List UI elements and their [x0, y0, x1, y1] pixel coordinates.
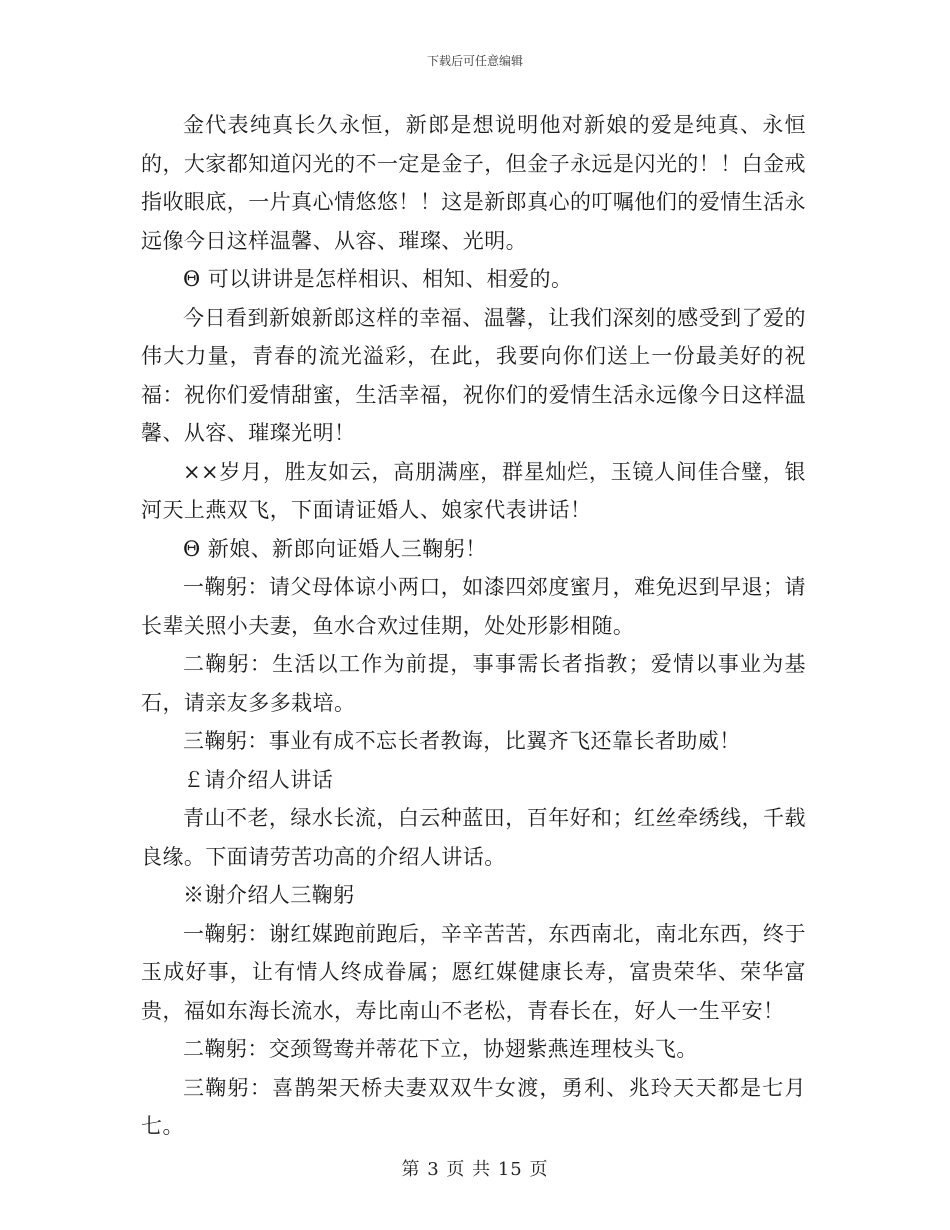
paragraph-1: 金代表纯真长久永恒，新郎是想说明他对新娘的爱是纯真、永恒的，大家都知道闪光的不一定是金子，但金子永远是闪光的！！白金戒指收眼底，一片真心情悠悠！！这是新郎真心的叮嘱他们的爱情生活永远像今日这样温馨、从容、璀璨、光明。 — [141, 113, 806, 253]
paragraph-10: 青山不老，绿水长流，白云种蓝田，百年好和；红丝牵绣线，千载良缘。下面请劳苦功高的介绍人讲话。 — [141, 806, 806, 869]
paragraph-14: 三鞠躬：喜鹊架天桥夫妻双双牛女渡，勇利、兆玲天天都是七月七。 — [141, 1075, 806, 1138]
paragraph-5: Θ 新娘、新郎向证婚人三鞠躬！ — [183, 536, 487, 561]
paragraph-6: 一鞠躬：请父母体谅小两口，如漆四郊度蜜月，难免迟到早退；请长辈关照小夫妻，鱼水合欢过佳期，处处形影相随。 — [141, 575, 806, 638]
page-number-footer: 第 3 页 共 15 页 — [401, 1159, 549, 1180]
paragraph-8: 三鞠躬：事业有成不忘长者教诲，比翼齐飞还靠长者助威！ — [183, 729, 741, 753]
page-header: 下载后可任意编辑 — [426, 54, 523, 68]
paragraph-11: ※谢介绍人三鞠躬 — [183, 883, 355, 907]
document-body — [141, 106, 806, 1146]
paragraph-4: ××岁月，胜友如云，高朋满座，群星灿烂，玉镜人间佳合璧，银河天上燕双飞，下面请证婚人、娘家代表讲话！ — [141, 459, 806, 522]
paragraph-13: 二鞠躬：交颈鸳鸯并蒂花下立，协翅紫燕连理枝头飞。 — [183, 1037, 698, 1061]
paragraph-3: 今日看到新娘新郎这样的幸福、温馨，让我们深刻的感受到了爱的伟大力量，青春的流光溢彩，在此，我要向你们送上一份最美好的祝福：祝你们爱情甜蜜，生活幸福，祝你们的爱情生活永远像今日这样温馨、从容、璀璨光明！ — [141, 305, 806, 445]
paragraph-2: Θ 可以讲讲是怎样相识、相知、相爱的。 — [183, 267, 573, 291]
paragraph-9: ￡请介绍人讲话 — [183, 767, 334, 792]
paragraph-7: 二鞠躬：生活以工作为前提，事事需长者指教；爱情以事业为基石，请亲友多多栽培。 — [141, 652, 806, 715]
paragraph-12: 一鞠躬：谢红媒跑前跑后，辛辛苦苦，东西南北，南北东西，终于玉成好事，让有情人终成眷属；愿红媒健康长寿，富贵荣华、荣华富贵，福如东海长流水，寿比南山不老松，青春长在，好人一生平安！ — [141, 921, 806, 1023]
